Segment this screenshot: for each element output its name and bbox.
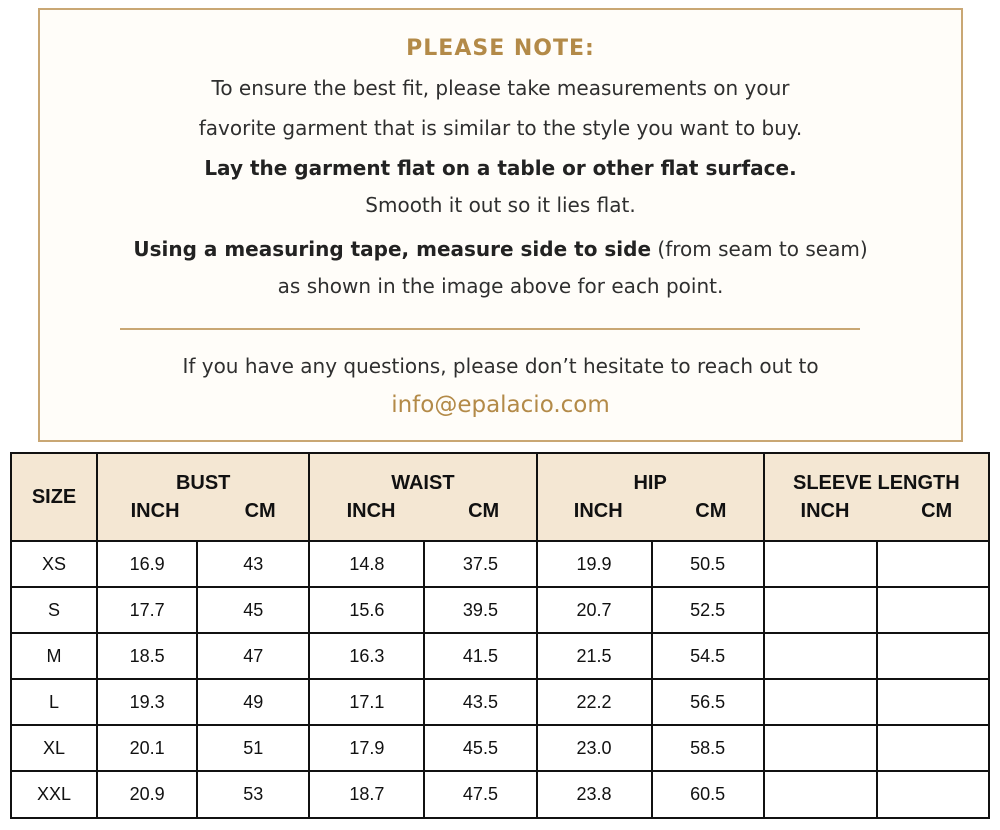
size-cell: M [11, 633, 97, 679]
please-note-box [38, 8, 963, 442]
waist-inch-cell: 16.3 [309, 633, 424, 679]
note-line-5-rest: (from seam to seam) [651, 237, 868, 261]
divider [120, 328, 860, 330]
size-cell: XS [11, 541, 97, 587]
bust-cm-cell: 43 [197, 541, 309, 587]
size-chart-table [10, 452, 990, 819]
size-cell: XL [11, 725, 97, 771]
hip-cm-label: CM [695, 500, 727, 522]
waist-inch-cell: 17.9 [309, 725, 424, 771]
sleeve-cm-cell [877, 771, 989, 818]
hip-cm-cell: 52.5 [652, 587, 764, 633]
hip-group-label: HIP [633, 472, 667, 494]
waist-cm-label: CM [468, 500, 500, 522]
sleeve-group-label: SLEEVE LENGTH [793, 472, 960, 494]
hip-inch-cell: 23.0 [537, 725, 652, 771]
bust-cm-label: CM [244, 500, 276, 522]
sleeve-inch-cell [764, 541, 877, 587]
bust-cm-cell: 47 [197, 633, 309, 679]
note-line-5-bold: Using a measuring tape, measure side to side [133, 237, 652, 261]
sleeve-cm-cell [877, 633, 989, 679]
bust-inch-cell: 16.9 [97, 541, 197, 587]
hip-cm-cell: 56.5 [652, 679, 764, 725]
note-line-7: If you have any questions, please don’t hesitate to reach out to [182, 354, 819, 378]
hip-cm-cell: 54.5 [652, 633, 764, 679]
sleeve-inch-cell [764, 633, 877, 679]
hip-header [537, 453, 764, 541]
hip-inch-label: INCH [573, 500, 623, 522]
size-cell: XXL [11, 771, 97, 818]
table-row [11, 633, 989, 679]
waist-cm-cell: 47.5 [424, 771, 536, 818]
waist-inch-cell: 14.8 [309, 541, 424, 587]
sleeve-cm-cell [877, 725, 989, 771]
table-row [11, 587, 989, 633]
note-line-3: Lay the garment flat on a table or other flat surface. [204, 156, 797, 180]
hip-inch-cell: 21.5 [537, 633, 652, 679]
bust-inch-cell: 20.1 [97, 725, 197, 771]
sleeve-inch-cell [764, 679, 877, 725]
note-line-5 [40, 237, 961, 261]
waist-inch-cell: 17.1 [309, 679, 424, 725]
bust-inch-cell: 20.9 [97, 771, 197, 818]
size-cell: S [11, 587, 97, 633]
table-row [11, 679, 989, 725]
bust-inch-cell: 18.5 [97, 633, 197, 679]
hip-inch-cell: 20.7 [537, 587, 652, 633]
table-row [11, 725, 989, 771]
bust-cm-cell: 53 [197, 771, 309, 818]
bust-header [97, 453, 309, 541]
hip-cm-cell: 60.5 [652, 771, 764, 818]
sleeve-inch-label: INCH [800, 500, 850, 522]
sleeve-inch-cell [764, 587, 877, 633]
sleeve-inch-cell [764, 725, 877, 771]
sleeve-cm-cell [877, 679, 989, 725]
bust-group-label: BUST [175, 472, 231, 494]
waist-cm-cell: 39.5 [424, 587, 536, 633]
waist-cm-cell: 45.5 [424, 725, 536, 771]
hip-cm-cell: 50.5 [652, 541, 764, 587]
size-header: SIZE [11, 453, 97, 541]
contact-email-link[interactable]: info@epalacio.com [391, 392, 610, 418]
note-line-6: as shown in the image above for each point. [277, 274, 724, 298]
sleeve-inch-cell [764, 771, 877, 818]
bust-inch-label: INCH [130, 500, 180, 522]
table-row [11, 771, 989, 818]
waist-inch-label: INCH [346, 500, 396, 522]
waist-cm-cell: 37.5 [424, 541, 536, 587]
note-line-4: Smooth it out so it lies flat. [365, 193, 636, 217]
table-header-row [11, 453, 989, 541]
note-line-2: favorite garment that is similar to the style you want to buy. [198, 116, 803, 140]
bust-cm-cell: 45 [197, 587, 309, 633]
note-line-1: To ensure the best fit, please take measurements on your [211, 76, 790, 100]
waist-cm-cell: 43.5 [424, 679, 536, 725]
sleeve-cm-cell [877, 541, 989, 587]
waist-inch-cell: 15.6 [309, 587, 424, 633]
hip-inch-cell: 23.8 [537, 771, 652, 818]
waist-group-label: WAIST [391, 472, 455, 494]
sleeve-length-header [764, 453, 989, 541]
note-title: PLEASE NOTE: [406, 36, 595, 61]
bust-inch-cell: 19.3 [97, 679, 197, 725]
bust-inch-cell: 17.7 [97, 587, 197, 633]
hip-inch-cell: 22.2 [537, 679, 652, 725]
waist-header [309, 453, 536, 541]
bust-cm-cell: 49 [197, 679, 309, 725]
sleeve-cm-label: CM [921, 500, 953, 522]
hip-cm-cell: 58.5 [652, 725, 764, 771]
hip-inch-cell: 19.9 [537, 541, 652, 587]
sleeve-cm-cell [877, 587, 989, 633]
table-row [11, 541, 989, 587]
size-cell: L [11, 679, 97, 725]
waist-cm-cell: 41.5 [424, 633, 536, 679]
waist-inch-cell: 18.7 [309, 771, 424, 818]
bust-cm-cell: 51 [197, 725, 309, 771]
